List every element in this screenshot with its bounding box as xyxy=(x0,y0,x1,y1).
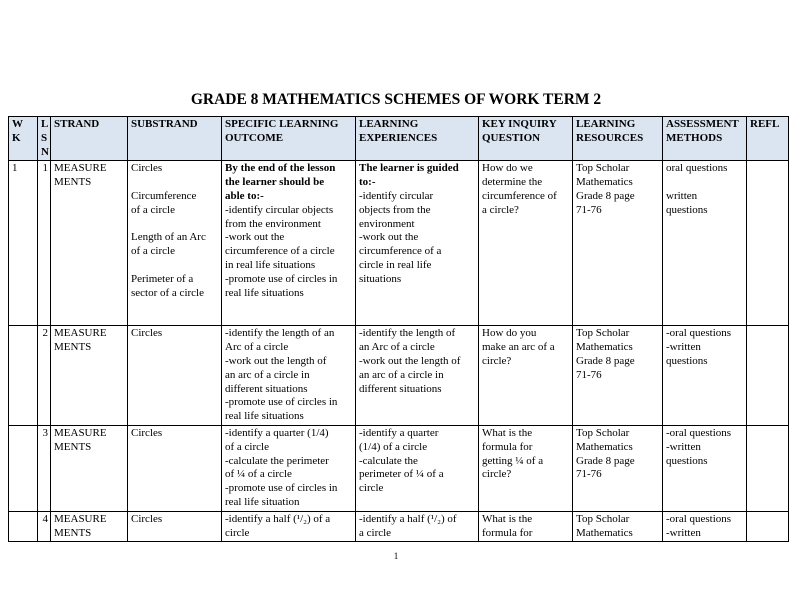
cell-assessment: -oral questions -written questions xyxy=(663,326,747,426)
cell-resources: Top Scholar Mathematics Grade 8 page 71-76 xyxy=(573,326,663,426)
header-wk: W K xyxy=(9,117,38,161)
cell-strand: MEASURE MENTS xyxy=(51,425,128,511)
cell-assessment: -oral questions -written xyxy=(663,511,747,542)
cell-substrand: Circles xyxy=(128,511,222,542)
experience-text: -identify a half (¹/₂) of a circle xyxy=(359,512,457,539)
cell-experience xyxy=(356,511,479,542)
cell-refl xyxy=(747,161,789,326)
cell-assessment: -oral questions -written questions xyxy=(663,425,747,511)
header-experiences: LEARNING EXPERIENCES xyxy=(356,117,479,161)
cell-substrand: Circles xyxy=(128,326,222,426)
cell-refl xyxy=(747,425,789,511)
document-title: GRADE 8 MATHEMATICS SCHEMES OF WORK TERM 2 xyxy=(190,91,602,108)
header-strand: STRAND xyxy=(51,117,128,161)
header-substrand: SUBSTRAND xyxy=(128,117,222,161)
cell-question: How do we determine the circumference of a circle? xyxy=(479,161,573,326)
cell-question: What is the formula for getting ¼ of a circle? xyxy=(479,425,573,511)
header-question: KEY INQUIRY QUESTION xyxy=(479,117,573,161)
cell-wk: 1 xyxy=(9,161,38,326)
header-row xyxy=(9,117,789,161)
cell-experience xyxy=(356,161,479,326)
table-row xyxy=(9,326,789,426)
cell-experience xyxy=(356,326,479,426)
experience-text: -identify a quarter (1/4) of a circle -calculate the perimeter of ¼ of a circle xyxy=(359,426,444,495)
cell-resources: Top Scholar Mathematics xyxy=(573,511,663,542)
cell-substrand: Circles Circumference of a circle Length of an Arc of a circle Perimeter of a sector of a circle xyxy=(128,161,222,326)
cell-refl xyxy=(747,326,789,426)
experience-text: -identify circular objects from the environment -work out the circumference of a circle in real life situations xyxy=(359,189,442,285)
cell-lsn: 2 xyxy=(38,326,51,426)
experience-lead-text: The learner is guided to:- xyxy=(359,162,459,189)
cell-outcome xyxy=(222,511,356,542)
experience-text: -identify the length of an Arc of a circle -work out the length of an arc of a circle in different situations xyxy=(359,327,461,395)
cell-lsn: 3 xyxy=(38,425,51,511)
cell-substrand: Circles xyxy=(128,425,222,511)
cell-strand: MEASURE MENTS xyxy=(51,326,128,426)
header-lsn: L S N xyxy=(38,117,51,161)
page-number: 1 xyxy=(393,551,399,561)
outcome-text: -identify the length of an Arc of a circle -work out the length of an arc of a circle in different situations -promote use of circles in real life situations xyxy=(225,327,338,423)
cell-wk xyxy=(9,326,38,426)
scheme-of-work-table xyxy=(8,116,789,542)
cell-strand: MEASURE MENTS xyxy=(51,161,128,326)
table-row xyxy=(9,425,789,511)
cell-refl xyxy=(747,511,789,542)
header-reflection: REFL xyxy=(747,117,789,161)
cell-question: How do you make an arc of a circle? xyxy=(479,326,573,426)
table-row xyxy=(9,161,789,326)
cell-resources: Top Scholar Mathematics Grade 8 page 71-76 xyxy=(573,425,663,511)
outcome-text: -identify circular objects from the environment -work out the circumference of a circle in real life situations -promote use of circles in real life situations xyxy=(225,203,338,299)
cell-resources: Top Scholar Mathematics Grade 8 page 71-76 xyxy=(573,161,663,326)
cell-lsn: 1 xyxy=(38,161,51,326)
cell-experience xyxy=(356,425,479,511)
cell-outcome xyxy=(222,161,356,326)
table-row xyxy=(9,511,789,542)
outcome-text: -identify a quarter (1/4) of a circle -calculate the perimeter of ¼ of a circle -promote use of circles in real life situation xyxy=(225,426,338,508)
outcome-text: -identify a half (¹/₂) of a circle xyxy=(225,512,331,539)
cell-lsn: 4 xyxy=(38,511,51,542)
cell-question: What is the formula for xyxy=(479,511,573,542)
cell-strand: MEASURE MENTS xyxy=(51,511,128,542)
cell-wk xyxy=(9,425,38,511)
header-assessment: ASSESSMENT METHODS xyxy=(663,117,747,161)
outcome-lead-text: By the end of the lesson the learner should be able to:- xyxy=(225,162,336,202)
cell-outcome xyxy=(222,425,356,511)
header-outcome: SPECIFIC LEARNING OUTCOME xyxy=(222,117,356,161)
cell-outcome xyxy=(222,326,356,426)
cell-wk xyxy=(9,511,38,542)
header-resources: LEARNING RESOURCES xyxy=(573,117,663,161)
cell-assessment: oral questions written questions xyxy=(663,161,747,326)
